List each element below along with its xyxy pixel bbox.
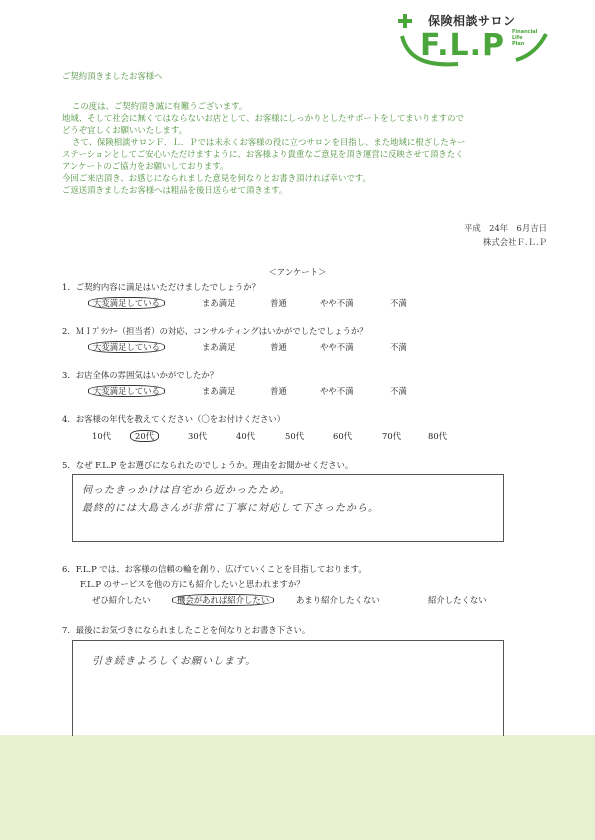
q4-option-80[interactable]: 80代 (428, 431, 448, 441)
question-6-line-2: F.L.P のサービスを他の方にも紹介したいと思われますか？ (80, 579, 305, 589)
logo-jp-name: 保険相談サロン (428, 14, 516, 28)
q1-option-5[interactable]: 不満 (390, 298, 407, 308)
q2-option-4[interactable]: やや不満 (320, 342, 354, 352)
question-3: 3．お店全体の雰囲気はいかがでしたか？ (62, 370, 219, 380)
logo-tagline: Financial Life Plan (512, 29, 538, 47)
letter-body: この度は、ご契約頂き誠に有難うございます。 地域、そして社会に無くてはならないお店として、お客様にしっかりとしたサポートをしてまいりますので どうぞ宜しくお願いいたします。 さて、保険相談サロンＦ．Ｌ．Ｐでは末永くお客様の役に立つサロンを目指し、また地域に根ざしたキー ステーションとしてご安心いただけますように、お客様より貴重なご意見を頂き運営に反映させて頂きたく アンケートのご協力をお願いしております。 今回ご来店頂き、お感じになられました意見を何なりとお書き頂ければ幸いです。 ご返送頂きましたお客様へは粗品を後日送らせて頂きます。 (62, 101, 466, 195)
q3-option-5[interactable]: 不満 (390, 386, 407, 396)
q1-option-1[interactable]: 大変満足している (88, 297, 165, 309)
question-4: 4．お客様の年代を教えてください（〇をお付けください） (62, 414, 286, 424)
q6-option-3[interactable]: あまり紹介したくない (296, 595, 380, 605)
q2-option-3[interactable]: 普通 (270, 342, 287, 352)
question-6-line-1: 6．F.L.P では、お客様の信頼の輪を創り、広げていくことを目指しております。 (62, 564, 367, 574)
q2-option-5[interactable]: 不満 (390, 342, 407, 352)
q5-answer-line-2: 最終的には大島さんが非常に丁寧に対応して下さったから。 (82, 503, 379, 514)
q4-option-30[interactable]: 30代 (188, 431, 208, 441)
q2-option-1[interactable]: 大変満足している (88, 341, 165, 353)
q6-option-1[interactable]: ぜひ紹介したい (92, 595, 151, 605)
q4-option-70[interactable]: 70代 (382, 431, 402, 441)
q3-option-1[interactable]: 大変満足している (88, 385, 165, 397)
q6-option-4[interactable]: 紹介したくない (428, 595, 487, 605)
question-5: 5．なぜ F.L.P をお選びになられたのでしょうか。理由をお聞かせください。 (62, 460, 354, 470)
q7-answer: 引き続きよろしくお願いします。 (92, 656, 257, 667)
survey-heading: ＜アンケート＞ (268, 267, 327, 277)
footer-band (0, 735, 595, 840)
q3-option-2[interactable]: まあ満足 (202, 386, 236, 396)
letter-greeting: ご契約頂きましたお客様へ (62, 71, 163, 81)
q4-option-50[interactable]: 50代 (285, 431, 305, 441)
question-7: 7．最後にお気づきになられましたことを何なりとお書き下さい。 (62, 625, 311, 635)
plus-icon (398, 14, 412, 28)
q4-option-60[interactable]: 60代 (333, 431, 353, 441)
logo-brand: F.L.P (420, 28, 505, 63)
q2-option-2[interactable]: まあ満足 (202, 342, 236, 352)
q4-option-40[interactable]: 40代 (236, 431, 256, 441)
letter-date: 平成 24年 6月吉日 (464, 223, 547, 233)
q1-option-3[interactable]: 普通 (270, 298, 287, 308)
q1-option-4[interactable]: やや不満 (320, 298, 354, 308)
question-1: 1．ご契約内容に満足はいただけましたでしょうか？ (62, 282, 260, 292)
q3-option-3[interactable]: 普通 (270, 386, 287, 396)
q5-answer-line-1: 伺ったきっかけは自宅から近かったため。 (82, 485, 291, 496)
q4-option-10[interactable]: 10代 (92, 431, 112, 441)
q1-option-2[interactable]: まあ満足 (202, 298, 236, 308)
question-2: 2．ＭＩﾌﾟﾗﾝﾅｰ（担当者）の対応、コンサルティングはいかがでしたでしょうか？ (62, 326, 368, 336)
q6-option-2[interactable]: 機会があれば紹介したい (172, 594, 274, 606)
q4-option-20[interactable]: 20代 (130, 430, 159, 442)
q3-option-4[interactable]: やや不満 (320, 386, 354, 396)
company-name: 株式会社Ｆ.Ｌ.Ｐ (483, 237, 547, 247)
